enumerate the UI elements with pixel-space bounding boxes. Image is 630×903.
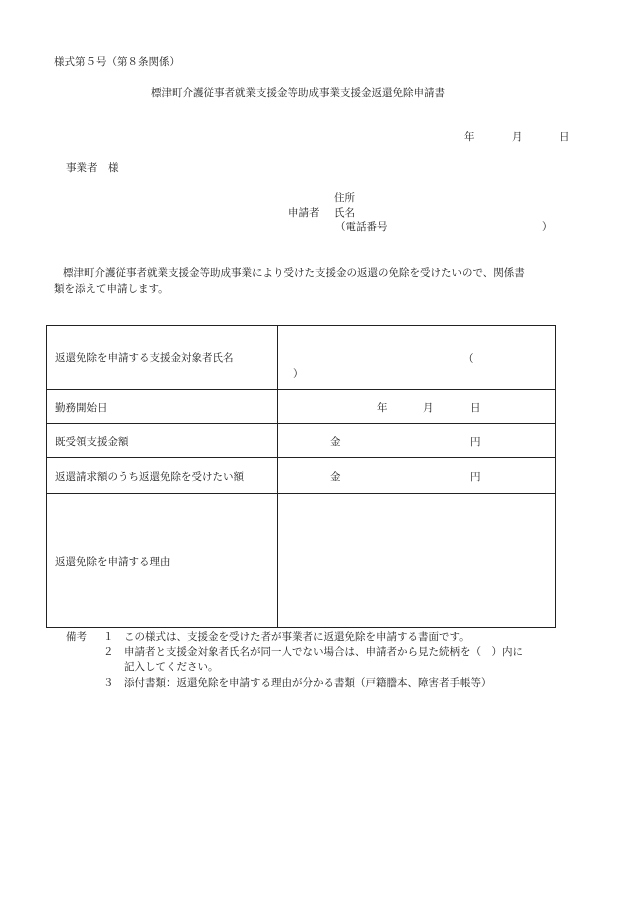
received-amount-kin: 金 <box>330 436 341 448</box>
column-divider <box>277 424 278 457</box>
start-date-day: 日 <box>470 402 481 414</box>
table-row-received-amount <box>47 424 555 458</box>
relationship-paren-close: ） <box>293 368 304 380</box>
note-number: １ <box>103 631 114 643</box>
table-row-start-date <box>47 390 555 424</box>
exemption-amount-kin: 金 <box>330 471 341 483</box>
target-name-label: 返還免除を申請する支援金対象者氏名 <box>55 352 234 364</box>
note-number: ２ <box>103 646 114 658</box>
body-text-line2: 類を添えて申請します。 <box>54 283 169 295</box>
date-day-label: 日 <box>559 131 570 143</box>
reason-label: 返還免除を申請する理由 <box>55 556 171 568</box>
application-table <box>46 325 556 628</box>
applicant-address-label: 住所 <box>334 192 355 204</box>
note-number: ３ <box>103 677 114 689</box>
document-title: 標津町介護従事者就業支援金等助成事業支援金返還免除申請書 <box>151 87 445 99</box>
date-year-label: 年 <box>464 131 475 143</box>
table-row-exemption-amount <box>47 458 555 494</box>
table-row-reason <box>47 494 555 627</box>
exemption-amount-yen: 円 <box>470 471 481 483</box>
applicant-phone-close: ） <box>542 221 553 233</box>
table-row-target-name <box>47 326 555 390</box>
column-divider <box>277 494 278 627</box>
body-text-line1: 標津町介護従事者就業支援金等助成事業により受けた支援金の返還の免除を受けたいので、関係書 <box>63 267 525 279</box>
column-divider <box>277 326 278 389</box>
note-text: この様式は、支援金を受けた者が事業者に返還免除を申請する書面です。 <box>124 631 470 643</box>
note-text: 申請者と支援金対象者氏名が同一人でない場合は、申請者から見た続柄を（ ）内に <box>124 646 523 658</box>
received-amount-label: 既受領支援金額 <box>55 436 129 448</box>
applicant-phone-label: （電話番号 <box>335 221 388 233</box>
applicant-name-label: 氏名 <box>334 207 355 219</box>
start-date-year: 年 <box>377 402 388 414</box>
form-number: 様式第５号（第８条関係） <box>54 56 180 68</box>
column-divider <box>277 390 278 423</box>
notes-heading: 備考 <box>66 631 87 643</box>
date-month-label: 月 <box>512 131 523 143</box>
relationship-paren-open: （ <box>463 353 474 365</box>
exemption-amount-label: 返還請求額のうち返還免除を受けたい額 <box>55 471 244 483</box>
addressee: 事業者 様 <box>66 162 119 174</box>
start-date-month: 月 <box>423 402 434 414</box>
received-amount-yen: 円 <box>470 436 481 448</box>
column-divider <box>277 458 278 493</box>
note-text: 添付書類：返還免除を申請する理由が分かる書類（戸籍謄本、障害者手帳等） <box>124 677 492 689</box>
start-date-label: 勤務開始日 <box>55 402 108 414</box>
applicant-role-label: 申請者 <box>288 207 320 219</box>
note-text-continued: 記入してください。 <box>124 661 219 673</box>
